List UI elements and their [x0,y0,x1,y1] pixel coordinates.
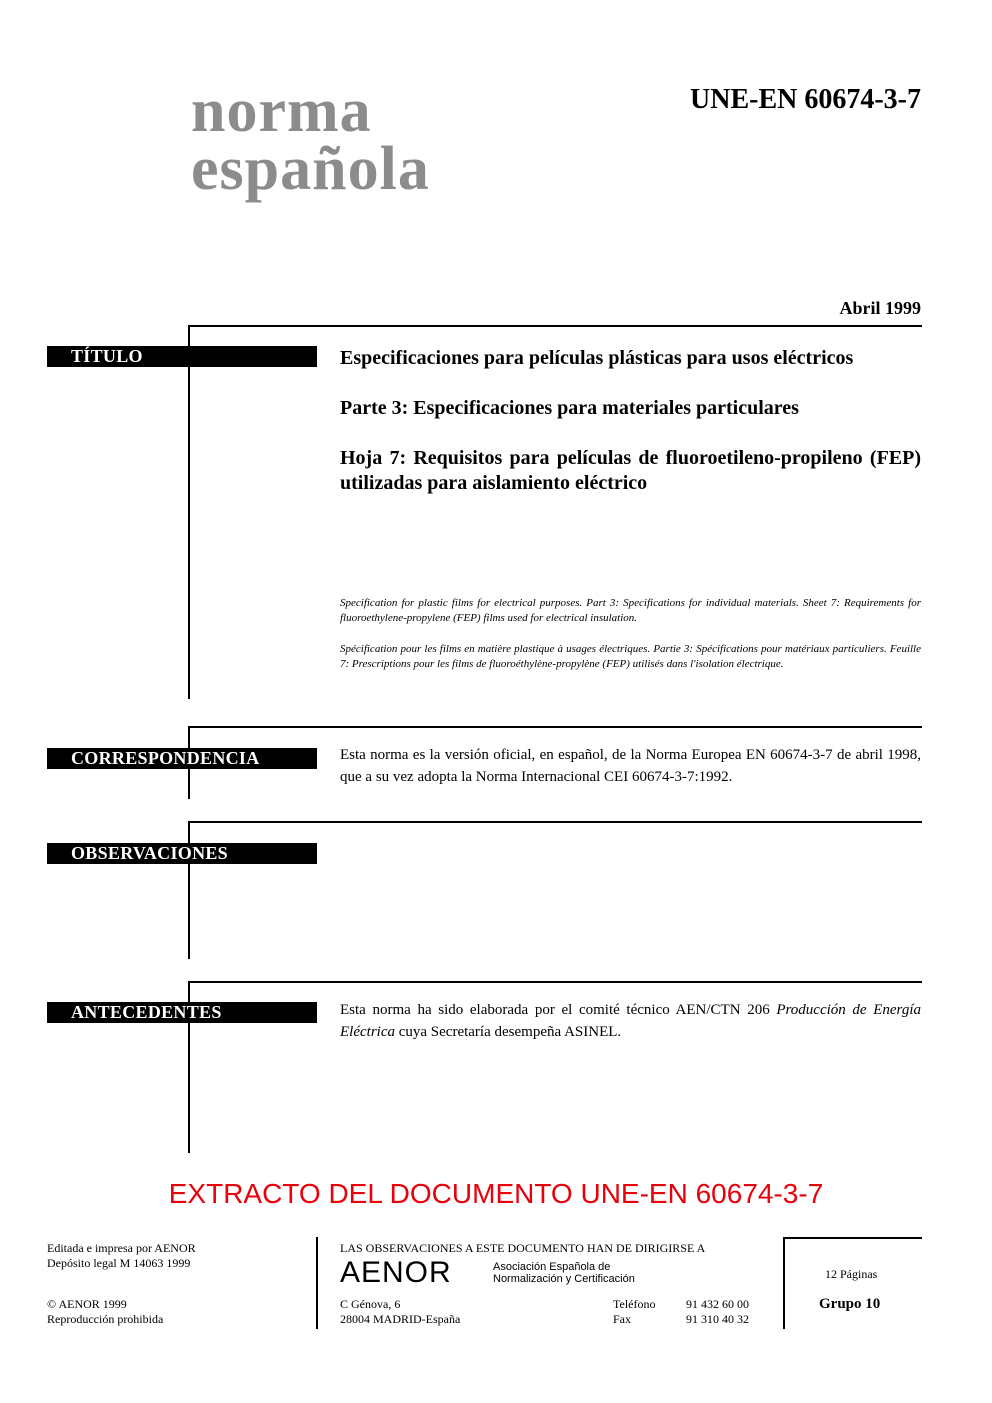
title-main: Especificaciones para películas plásticas para usos eléctricos [340,347,854,369]
footer-divider-left [316,1237,318,1329]
label-observaciones: OBSERVACIONES [47,843,317,864]
association-line-1: Asociación Española de [493,1261,611,1273]
page-count: 12 Páginas [825,1267,878,1281]
footer-copyright [47,1297,163,1327]
edited-by: Editada e impresa por AENOR [47,1241,196,1255]
address-city: 28004 MADRID-España [340,1312,461,1326]
group-label: Grupo 10 [819,1296,881,1312]
section-rule-correspondencia [188,726,922,728]
title-sheet: Hoja 7: Requisitos para películas de fluoroetileno-propileno (FEP) utilizadas para aislamiento eléctrico [340,447,921,494]
norma-line: norma [191,77,372,145]
section-vrule-titulo [188,325,190,699]
correspondencia-text: Esta norma es la versión oficial, en español, de la Norma Europea EN 60674-3-7 de abril 1998, que a su vez adopta la Norma Internacional CEI 60674-3-7:1992. [340,747,921,785]
address-street: C Génova, 6 [340,1297,401,1311]
phone-number: 91 432 60 00 [686,1297,749,1311]
section-rule-titulo [188,325,922,327]
antecedentes-committee-name: Producción de Energía Eléctrica [340,1002,921,1040]
fax-number: 91 310 40 32 [686,1312,749,1326]
title-french: Spécification pour les films en matière plastique à usages électriques. Partie 3: Spécifications pour matériaux particuliers. Feuille 7: Prescriptions pour les films de fluoroéthylène-propylène (FEP) utilisés dans l'isolation électrique. [340,643,921,670]
section-rule-observaciones [188,821,922,823]
antecedentes-text-start: Esta norma ha sido elaborada por el comité técnico AEN/CTN 206 [340,1002,777,1018]
title-english: Specification for plastic films for electrical purposes. Part 3: Specifications for individual materials. Sheet 7: Requirements for fluoroethylene-propylene (FEP) films used for electrical insulation. [340,597,921,624]
espanola-line: española [191,135,430,203]
observations-note: LAS OBSERVACIONES A ESTE DOCUMENTO HAN DE DIRIGIRSE A [340,1241,706,1255]
antecedentes-text-end: cuya Secretaría desempeña ASINEL. [394,1024,622,1040]
footer-box-top [783,1237,922,1239]
label-antecedentes: ANTECEDENTES [47,1002,317,1023]
section-vrule-observaciones [188,821,190,959]
extract-notice: EXTRACTO DEL DOCUMENTO UNE-EN 60674-3-7 [168,1178,824,1209]
publication-date: Abril 1999 [839,298,921,318]
legal-deposit: Depósito legal M 14063 1999 [47,1256,191,1270]
antecedentes-text [340,999,921,1043]
copyright-line: © AENOR 1999 [47,1297,127,1311]
aenor-association [493,1261,635,1285]
phone-label: Teléfono [613,1297,656,1311]
reproduction-line: Reproducción prohibida [47,1312,164,1326]
fax-label: Fax [613,1312,631,1326]
footer-contact-values [686,1297,749,1327]
association-line-2: Normalización y Certificación [493,1273,635,1285]
section-rule-antecedentes [188,981,922,983]
footer-publisher [47,1241,196,1271]
label-titulo: TÍTULO [47,346,317,367]
footer-box-left [783,1237,785,1329]
norma-espanola-heading [191,77,430,203]
footer-contact-labels [613,1297,655,1327]
label-correspondencia: CORRESPONDENCIA [47,748,317,769]
aenor-logo: AENOR [340,1256,452,1289]
standard-code: UNE-EN 60674-3-7 [690,84,921,115]
footer-address [340,1297,460,1327]
title-part: Parte 3: Especificaciones para materiales particulares [340,397,799,419]
